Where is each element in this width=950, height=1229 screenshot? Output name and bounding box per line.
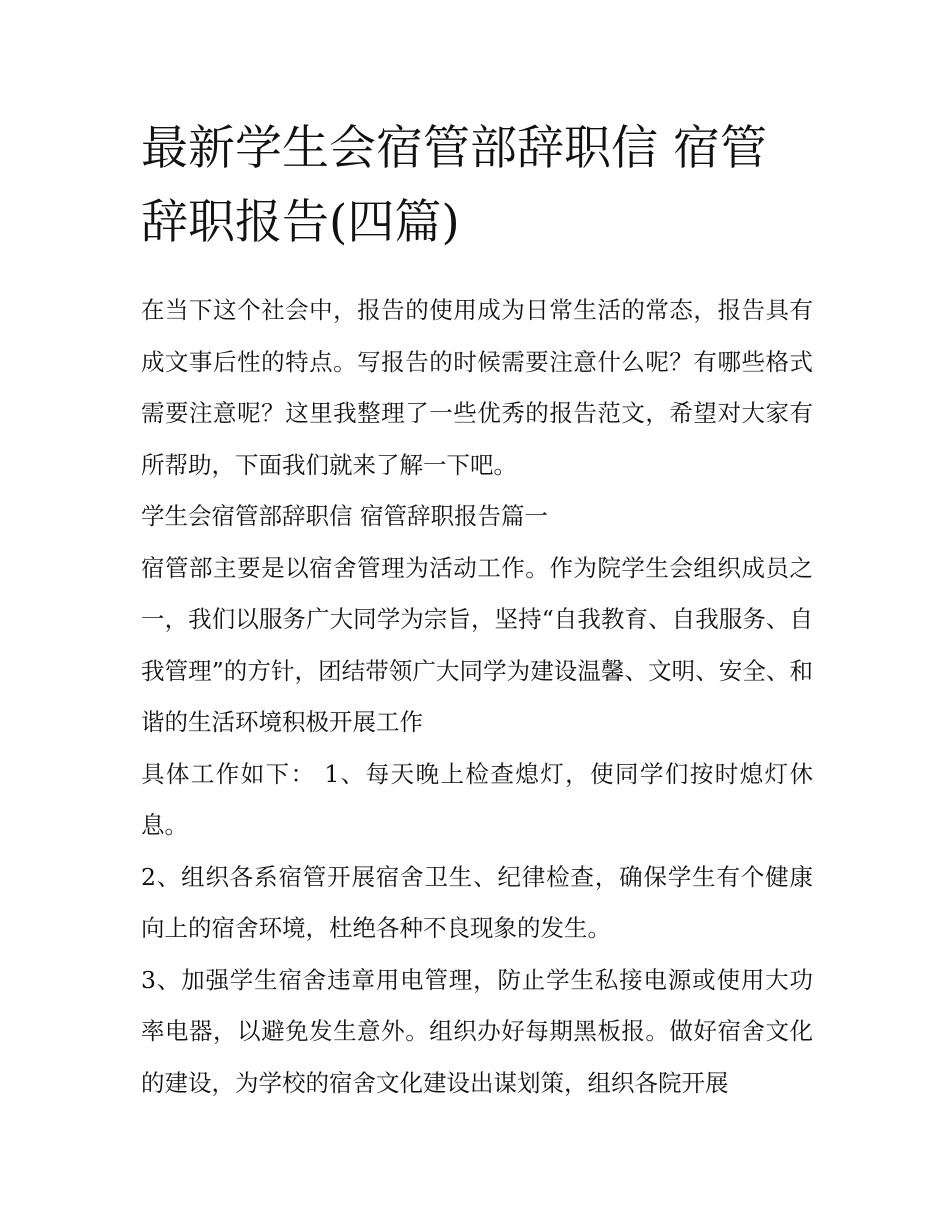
- document-body: [141, 285, 813, 1109]
- intro-paragraph: 在当下这个社会中，报告的使用成为日常生活的常态，报告具有成文事后性的特点。写报告的时候需要注意什么呢？有哪些格式需要注意呢？这里我整理了一些优秀的报告范文，希望对大家有所帮助，下面我们就来了解一下吧。: [141, 296, 813, 479]
- document-content: [141, 112, 813, 1109]
- body-paragraph: 宿管部主要是以宿舍管理为活动工作。作为院学生会组织成员之一，我们以服务广大同学为宗旨，坚持“自我教育、自我服务、自我管理”的方针，团结带领广大同学为建设温馨、文明、安全、和谐的生活环境积极开展工作: [141, 553, 813, 736]
- document-title: 最新学生会宿管部辞职信 宿管辞职报告(四篇): [141, 121, 767, 250]
- section-heading: 学生会宿管部辞职信 宿管辞职报告篇一: [141, 502, 548, 530]
- body-paragraph: 3、加强学生宿舍违章用电管理，防止学生私接电源或使用大功率电器，以避免发生意外。组织办好每期黑板报。做好宿舍文化的建设，为学校的宿舍文化建设出谋划策，组织各院开展: [141, 965, 813, 1097]
- body-paragraph: 具体工作如下： 1、每天晚上检查熄灯，使同学们按时熄灯休息。: [141, 759, 813, 839]
- body-paragraph: 2、组织各系宿管开展宿舍卫生、纪律检查，确保学生有个健康向上的宿舍环境，杜绝各种不良现象的发生。: [141, 862, 813, 942]
